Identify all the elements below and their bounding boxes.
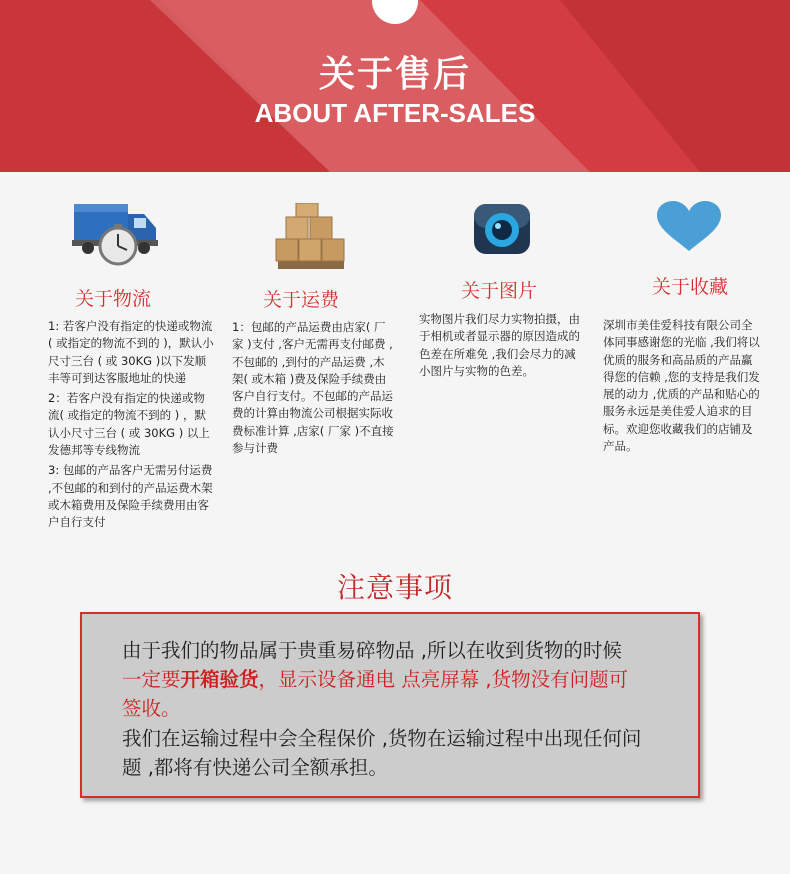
paragraph: 实物图片我们尽力实物拍摄，由于相机或者显示器的原因造成的色差在所难免 ,我们会尽力的减小图片与实物的色差。 — [419, 312, 580, 378]
section-title: 关于收藏 — [652, 276, 729, 298]
section-title: 关于物流 — [75, 288, 152, 310]
notice-box — [80, 612, 700, 798]
notice-highlight: 签收。 — [122, 697, 181, 720]
paragraph: 3: 包邮的产品客户无需另付运费 ,不包邮的和到付的产品运费木架或木箱费用及保险手续费用由客户自行支付 — [48, 463, 213, 530]
section-title: 关于运费 — [263, 289, 340, 311]
notice-highlight-bold: 开箱验货 — [180, 668, 259, 691]
paragraph: 深圳市美佳爱科技有限公司全体同事感谢您的光临 ,我们将以优质的服务和高品质的产品赢得您的信赖 ,您的支持是我们发展的动力 ,优质的产品和贴心的服务永远是美佳爱人追求的目标。欢迎您收藏我们的店铺及产品。 — [603, 318, 760, 454]
notice-title: 注意事项 — [336, 571, 453, 604]
camera-lens-icon — [472, 202, 532, 256]
notice-highlight: ，显示设备通电 点亮屏幕 ,货物没有问题可 — [258, 668, 629, 691]
header-banner — [0, 0, 790, 172]
heart-icon — [655, 201, 723, 253]
section-body — [603, 317, 763, 458]
cardboard-boxes-icon — [272, 203, 348, 273]
paragraph: 2：若客户没有指定的快递或物流( 或指定的物流不到的 ) ，默认小尺寸三台 ( 或 30KG ) 以上发德邦等专线物流 — [48, 391, 210, 458]
page-subtitle: ABOUT AFTER-SALES — [254, 98, 536, 128]
paragraph: 1：包邮的产品运费由店家( 厂家 )支付 ,客户无需再支付邮费 ,不包邮的 ,到付的产品运费 ,木架( 或木箱 )费及保险手续费由客户自行支付。不包邮的产品运费的计算由物流公司根据实际收费标准计算 ,店家( 厂家 )不直接参与计费 — [232, 320, 394, 456]
notice-line: 由于我们的物品属于贵重易碎物品 ,所以在收到货物的时候 — [122, 639, 622, 662]
notice-paragraph-1 — [122, 636, 682, 723]
page-title: 关于售后 — [318, 54, 471, 95]
notice-highlight: 一定要 — [122, 668, 181, 691]
section-body — [48, 318, 214, 535]
delivery-truck-icon — [72, 200, 160, 270]
notice-paragraph-2: 我们在运输过程中会全程保价 ,货物在运输过程中出现任何问题 ,都将有快递公司全额承担。 — [122, 727, 642, 779]
section-title: 关于图片 — [461, 280, 538, 302]
section-body — [419, 311, 581, 383]
paragraph: 1: 若客户没有指定的快递或物流( 或指定的物流不到的 )，默认小尺寸三台 ( 或 30KG )以下发顺丰等可到达客服地址的快递 — [48, 319, 214, 385]
section-body — [232, 319, 394, 460]
